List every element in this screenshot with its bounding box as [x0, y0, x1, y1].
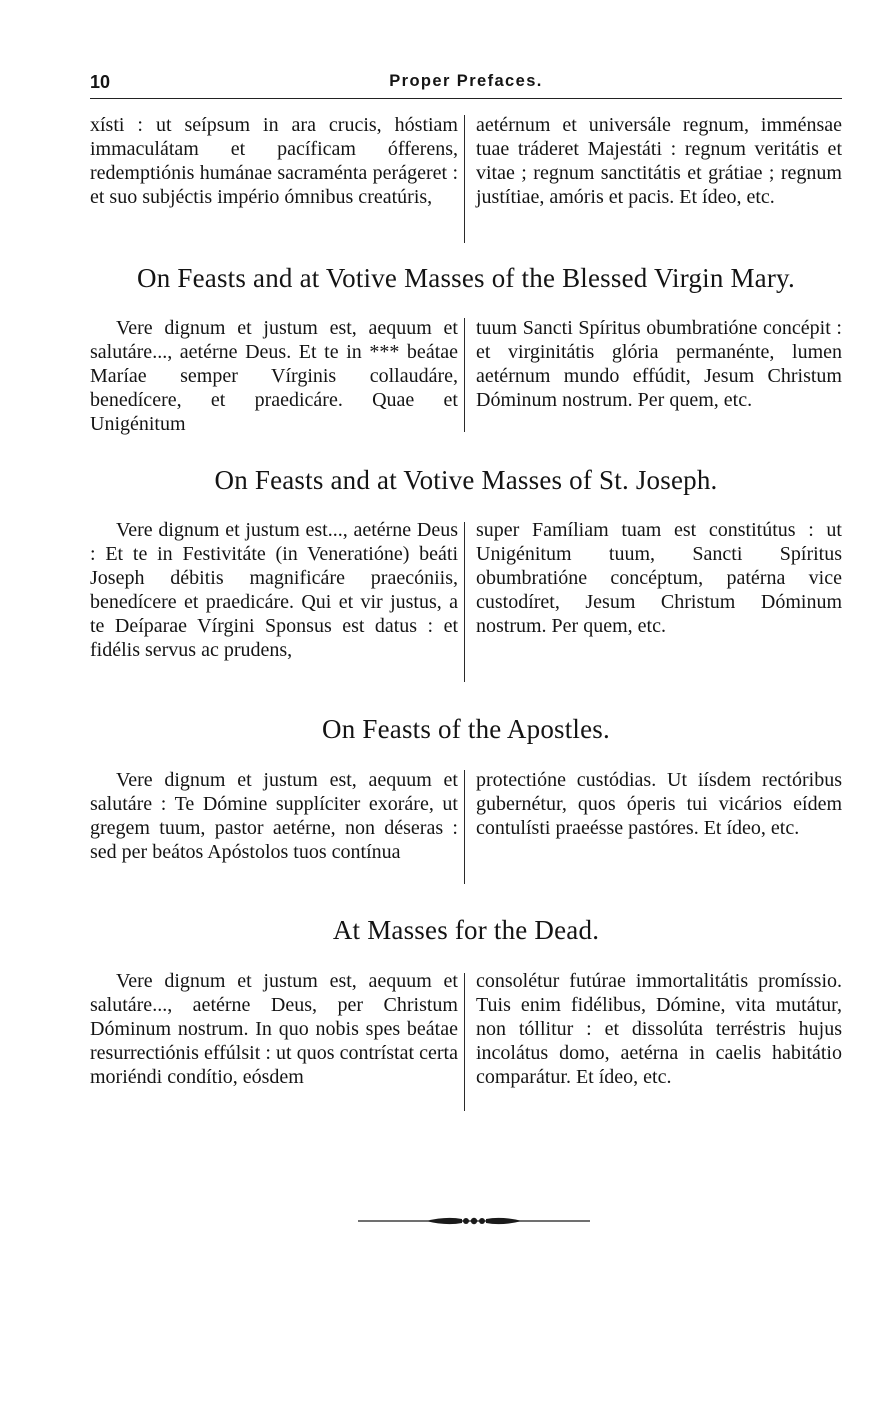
continuation-columns: [90, 113, 842, 209]
section-heading-masses-for-dead: At Masses for the Dead.: [332, 915, 600, 945]
column-right: [476, 316, 842, 436]
column-right: [476, 113, 842, 209]
section-heading-apostles: On Feasts of the Apostles.: [322, 714, 610, 744]
column-right: [476, 969, 842, 1089]
end-ornament-icon: [358, 1213, 590, 1229]
paragraph-left: Vere dignum et justum est, aequum et salutáre..., aetérne Deus. Et te in *** beátae Maríae semper Vírginis collaudáre, benedícere, et praedicáre. Quae et Unigénitum: [90, 317, 458, 435]
column-left: [90, 768, 458, 864]
column-divider: [464, 522, 465, 682]
section-columns-st-joseph: [90, 518, 842, 662]
column-left: [90, 113, 458, 209]
paragraph-right: protectióne custódias. Ut iísdem rectóribus gubernétur, quos óperis tui vicários eídem contulísti praeésse pastóres. Et ídeo, etc.: [476, 769, 842, 839]
column-left: [90, 969, 458, 1089]
column-divider: [464, 318, 465, 432]
running-head: [90, 68, 842, 99]
paragraph-right: super Famíliam tuam est constitútus : ut Unigénitum tuum, Sancti Spíritus obumbratióne concéptum, patérna vice custodíret, Jesum Christum Dóminum nostrum. Per quem, etc.: [476, 519, 842, 637]
column-right: [476, 518, 842, 662]
prayer-book-page: [90, 0, 842, 1425]
section-columns-apostles: [90, 768, 842, 864]
column-divider: [464, 973, 465, 1111]
column-left: [90, 316, 458, 436]
paragraph-right: aetérnum et universále regnum, imménsae tuae tráderet Majestáti : regnum veritátis et vitae ; regnum sanctitátis et grátiae ; regnum justítiae, amóris et pacis. Et ídeo, etc.: [476, 114, 842, 208]
running-title: Proper Prefaces.: [389, 72, 543, 90]
section-heading-st-joseph: On Feasts and at Votive Masses of St. Joseph.: [214, 465, 718, 495]
column-right: [476, 768, 842, 864]
section-columns-blessed-virgin: [90, 316, 842, 436]
section-columns-masses-for-dead: [90, 969, 842, 1089]
paragraph-right: tuum Sancti Spíritus obumbratióne concépit : et virginitátis glória permanénte, lumen aetérnum mundo effúdit, Jesum Christum Dóminum nostrum. Per quem, etc.: [476, 317, 842, 411]
column-divider: [464, 115, 465, 243]
paragraph-right: consolétur futúrae immortalitátis promíssio. Tuis enim fidélibus, Dómine, vita mutátur, non tóllitur : et dissolúta terréstris hujus incolátus domo, aetérna in caelis habitátio comparátur. Et ídeo, etc.: [476, 970, 842, 1088]
paragraph-left: Vere dignum et justum est, aequum et salutáre..., aetérne Deus, per Christum Dóminum nostrum. In quo nobis spes beátae resurrectiónis effúlsit : ut quos contrístat certa moriéndi condítio, eósdem: [90, 970, 458, 1088]
paragraph-left: Vere dignum et justum est..., aetérne Deus : Et te in Festivitáte (in Veneratióne) beáti Joseph débitis magnificáre praecóniis, benedícere et praedicáre. Qui et vir justus, a te Deíparae Vírgini Sponsus est datus : et fidélis servus ac prudens,: [90, 519, 458, 661]
paragraph-left: xísti : ut seípsum in ara crucis, hóstiam immaculátam et pacíficam ófferens, redemptiónis humánae sacraménta perágeret : et suo subjéctis império ómnibus creatúris,: [90, 114, 458, 208]
section-heading-blessed-virgin: On Feasts and at Votive Masses of the Blessed Virgin Mary.: [137, 263, 795, 293]
column-left: [90, 518, 458, 662]
column-divider: [464, 770, 465, 884]
page-number: 10: [90, 72, 111, 92]
paragraph-left: Vere dignum et justum est, aequum et salutáre : Te Dómine supplíciter exoráre, ut gregem tuum, pastor aetérne, non déseras : sed per beátos Apóstolos tuos contínua: [90, 769, 458, 863]
